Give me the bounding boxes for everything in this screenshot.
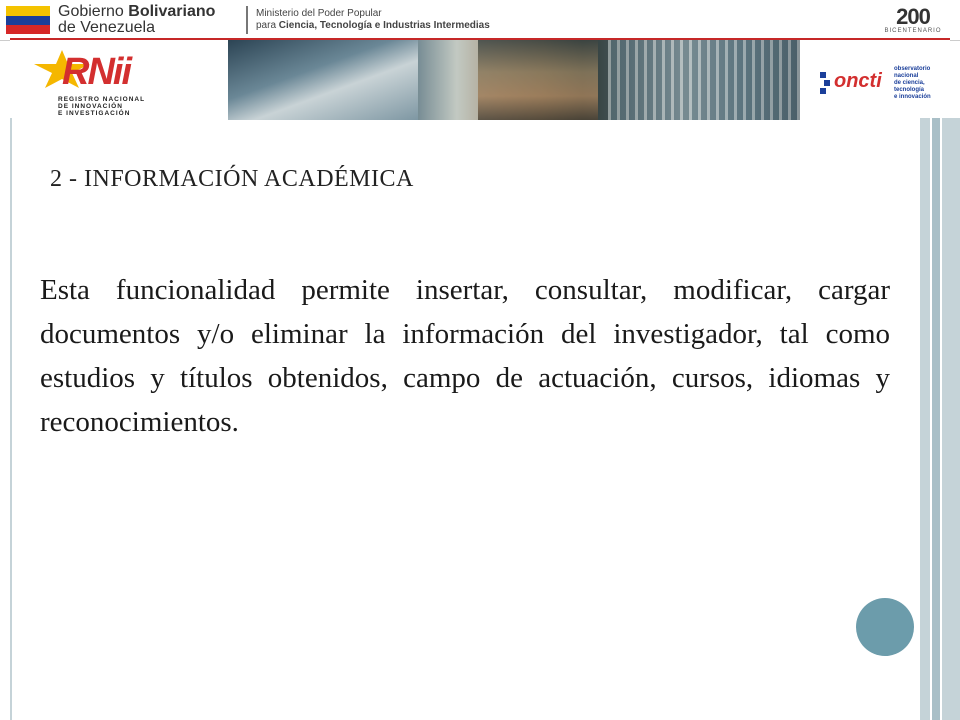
rni-caption-2: DE INNOVACIÓN	[58, 103, 123, 110]
bicentenario-logo	[878, 6, 948, 36]
venezuela-flag-icon	[6, 6, 50, 34]
government-name	[58, 4, 215, 36]
oncti-sub-1: observatorio	[894, 66, 931, 72]
oncti-sub-5: e innovación	[894, 94, 931, 100]
ministry-line2-prefix: para	[256, 20, 279, 31]
ministry-line2-bold: Ciencia, Tecnología e Industrias Intermedias	[278, 20, 490, 31]
lab-photo-machinery	[608, 40, 800, 120]
rni-caption-3: E INVESTIGACIÓN	[58, 110, 131, 117]
ministry-line1: Ministerio del Poder Popular	[256, 8, 382, 19]
lab-photo-scientists	[228, 40, 418, 120]
rni-caption-1: REGISTRO NACIONAL	[58, 96, 146, 103]
oncti-sub-2: nacional	[894, 73, 919, 79]
ministry-name	[256, 8, 490, 32]
institution-banner	[10, 40, 950, 120]
oncti-subtitle	[894, 66, 931, 101]
oncti-word: oncti	[834, 70, 882, 92]
laboratory-photo-strip	[228, 40, 800, 120]
rni-logo-icon	[28, 44, 208, 118]
bicentenario-text: BICENTENARIO	[884, 28, 942, 34]
header-divider	[246, 6, 248, 34]
oncti-logo-icon	[820, 46, 948, 116]
slide-title: 2 - INFORMACIÓN ACADÉMICA	[50, 166, 414, 192]
gov-line2: de Venezuela	[58, 19, 155, 36]
gov-line1-bold: Bolivariano	[128, 3, 216, 20]
bicentenario-number: 200	[896, 4, 930, 29]
oncti-sub-3: de ciencia,	[894, 80, 925, 86]
government-header-bar	[0, 0, 960, 41]
left-decorative-rule	[10, 118, 12, 720]
rni-caption	[58, 96, 145, 117]
circle-button-icon[interactable]	[856, 598, 914, 656]
lab-photo-worker	[478, 40, 598, 120]
oncti-sub-4: tecnología	[894, 87, 925, 93]
rni-letters: RNii	[62, 51, 130, 93]
slide-body-text: Esta funcionalidad permite insertar, consultar, modificar, cargar documentos y/o eliminar la información del investigador, tal como estudios y títulos obtenidos, campo de actuación, cursos, idiomas y reconocimientos.	[40, 274, 890, 438]
gov-line1-prefix: Gobierno	[58, 3, 129, 20]
right-decorative-bars	[920, 118, 960, 720]
